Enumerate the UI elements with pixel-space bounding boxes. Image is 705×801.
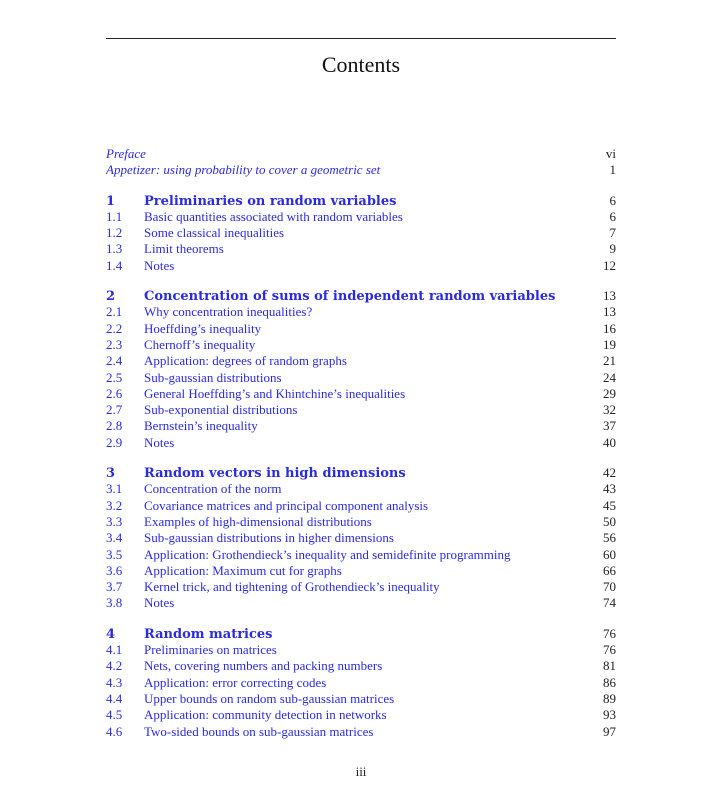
toc-entry-link[interactable]: Bernstein’s inequality — [144, 418, 258, 434]
toc-entry-number: 2.5 — [106, 369, 123, 385]
section-entry[interactable] — [106, 435, 616, 451]
section-entry[interactable] — [106, 402, 616, 418]
toc-entry-number: 3 — [106, 466, 116, 482]
section-entry[interactable] — [106, 563, 616, 579]
toc-entry-page: 43 — [603, 481, 616, 497]
toc-entry-page: 97 — [603, 723, 616, 739]
toc-entry-number: 2.4 — [106, 353, 123, 369]
toc-entry-link[interactable]: Basic quantities associated with random variables — [144, 208, 403, 224]
toc-entry-link[interactable]: Application: error correcting codes — [144, 674, 327, 690]
toc-entry-page: 12 — [603, 257, 616, 273]
section-entry[interactable] — [106, 418, 616, 434]
toc-entry-page: 29 — [603, 385, 616, 401]
toc-entry-page: 42 — [603, 465, 616, 481]
toc-entry-number: 4 — [106, 626, 116, 642]
section-entry[interactable] — [106, 209, 616, 225]
toc-entry-page: 13 — [603, 304, 616, 320]
toc-entry-number: 3.1 — [106, 481, 123, 497]
toc-entry-page: 32 — [603, 402, 616, 418]
toc-entry-link[interactable]: Examples of high-dimensional distributions — [144, 513, 372, 529]
section-entry[interactable] — [106, 498, 616, 514]
section-entry[interactable] — [106, 579, 616, 595]
toc-entry-link[interactable]: Random matrices — [144, 626, 273, 642]
chapter-heading[interactable] — [106, 193, 616, 209]
section-entry[interactable] — [106, 321, 616, 337]
toc-entry-page: 9 — [609, 241, 616, 257]
toc-entry-page: 56 — [603, 530, 616, 546]
section-entry[interactable] — [106, 241, 616, 257]
section-entry[interactable] — [106, 691, 616, 707]
toc-entry-link[interactable]: Chernoff’s inequality — [144, 336, 256, 352]
toc-entry-number: 2.1 — [106, 304, 123, 320]
toc-entry-page: 37 — [603, 418, 616, 434]
toc-entry-page: 13 — [603, 288, 616, 304]
top-rule — [106, 38, 616, 39]
section-entry[interactable] — [106, 547, 616, 563]
table-of-contents — [106, 146, 616, 740]
toc-entry-link[interactable]: Concentration of sums of independent random variables — [144, 289, 556, 305]
toc-entry-page: 6 — [609, 192, 616, 208]
toc-entry-link[interactable]: Concentration of the norm — [144, 481, 282, 497]
toc-entry-link[interactable]: Application: community detection in networks — [144, 707, 387, 723]
toc-entry-page: 76 — [603, 642, 616, 658]
toc-entry-link[interactable]: Appetizer: using probability to cover a geometric set — [106, 162, 381, 178]
toc-entry-link[interactable]: Upper bounds on random sub-gaussian matrices — [144, 690, 395, 706]
toc-entry-number: 2.7 — [106, 402, 123, 418]
toc-entry-page: 6 — [609, 208, 616, 224]
toc-entry-number: 4.3 — [106, 674, 123, 690]
toc-entry-page: 21 — [603, 353, 616, 369]
toc-entry-page: 1 — [609, 162, 616, 178]
toc-entry-number: 1.2 — [106, 225, 123, 241]
section-entry[interactable] — [106, 514, 616, 530]
toc-entry-number: 2.9 — [106, 434, 123, 450]
toc-entry-page: 60 — [603, 546, 616, 562]
page-title: Contents — [321, 52, 401, 77]
toc-entry-number: 3.2 — [106, 497, 123, 513]
section-entry[interactable] — [106, 353, 616, 369]
toc-entry-number: 3.4 — [106, 530, 123, 546]
toc-entry-page: vi — [605, 146, 616, 161]
section-entry[interactable] — [106, 707, 616, 723]
toc-entry-link[interactable]: Preface — [106, 146, 146, 161]
front-matter-entry[interactable] — [106, 162, 616, 178]
toc-entry-number: 2 — [106, 289, 116, 305]
toc-entry-page: 76 — [603, 625, 616, 641]
toc-entry-link[interactable]: Sub-gaussian distributions — [144, 369, 282, 385]
toc-entry-link[interactable]: Notes — [144, 595, 175, 611]
toc-entry-number: 1.3 — [106, 241, 123, 257]
toc-entry-page: 16 — [603, 320, 616, 336]
front-matter-entry[interactable] — [106, 146, 616, 162]
toc-entry-number: 4.1 — [106, 642, 123, 658]
toc-entry-page: 7 — [609, 225, 616, 241]
section-entry[interactable] — [106, 595, 616, 611]
toc-entry-link[interactable]: General Hoeffding’s and Khintchine’s inequalities — [144, 385, 406, 401]
toc-entry-number: 2.8 — [106, 418, 123, 434]
toc-entry-page: 70 — [603, 579, 616, 595]
toc-entry-number: 1.4 — [106, 257, 123, 273]
toc-entry-number: 4.4 — [106, 690, 123, 706]
section-entry[interactable] — [106, 258, 616, 274]
toc-entry-number: 3.8 — [106, 595, 123, 611]
section-entry[interactable] — [106, 724, 616, 740]
toc-entry-number: 3.5 — [106, 546, 123, 562]
chapter-heading[interactable] — [106, 288, 616, 304]
toc-entry-page: 74 — [603, 595, 616, 611]
toc-entry-link[interactable]: Some classical inequalities — [144, 225, 285, 241]
toc-entry-number: 4.5 — [106, 707, 123, 723]
toc-entry-link[interactable]: Application: Grothendieck’s inequality and semidefinite programming — [144, 546, 511, 562]
toc-entry-link[interactable]: Preliminaries on random variables — [144, 193, 397, 209]
toc-entry-link[interactable]: Application: Maximum cut for graphs — [144, 562, 342, 578]
toc-entry-number: 4.2 — [106, 658, 123, 674]
toc-entry-number: 3.7 — [106, 579, 123, 595]
toc-entry-page: 81 — [603, 658, 616, 674]
toc-entry-link[interactable]: Notes — [144, 434, 175, 450]
toc-entry-number: 1 — [106, 193, 116, 209]
toc-entry-link[interactable]: Notes — [144, 257, 175, 273]
toc-entry-page: 66 — [603, 562, 616, 578]
toc-entry-link[interactable]: Application: degrees of random graphs — [144, 353, 347, 369]
toc-entry-page: 40 — [603, 434, 616, 450]
toc-entry-number: 2.2 — [106, 320, 123, 336]
toc-entry-link[interactable]: Sub-gaussian distributions in higher dimensions — [144, 530, 394, 546]
section-entry[interactable] — [106, 304, 616, 320]
toc-entry-number: 4.6 — [106, 723, 123, 739]
toc-entry-page: 24 — [603, 369, 616, 385]
toc-entry-link[interactable]: Hoeffding’s inequality — [144, 320, 262, 336]
page-number-footer: iii — [355, 764, 367, 779]
section-entry[interactable] — [106, 530, 616, 546]
toc-entry-link[interactable]: Random vectors in high dimensions — [144, 466, 406, 482]
toc-entry-link[interactable]: Covariance matrices and principal component analysis — [144, 497, 429, 513]
toc-entry-number: 3.3 — [106, 513, 123, 529]
toc-entry-number: 2.6 — [106, 385, 123, 401]
toc-entry-page: 45 — [603, 497, 616, 513]
toc-entry-link[interactable]: Preliminaries on matrices — [144, 642, 277, 658]
toc-entry-page: 50 — [603, 513, 616, 529]
section-entry[interactable] — [106, 481, 616, 497]
section-entry[interactable] — [106, 370, 616, 386]
chapter-heading[interactable] — [106, 626, 616, 642]
section-entry[interactable] — [106, 386, 616, 402]
toc-entry-page: 19 — [603, 336, 616, 352]
toc-entry-link[interactable]: Nets, covering numbers and packing numbers — [144, 658, 383, 674]
toc-entry-link[interactable]: Why concentration inequalities? — [144, 304, 313, 320]
section-entry[interactable] — [106, 642, 616, 658]
toc-entry-number: 3.6 — [106, 562, 123, 578]
toc-entry-link[interactable]: Limit theorems — [144, 241, 224, 257]
toc-entry-page: 86 — [603, 674, 616, 690]
toc-entry-number: 2.3 — [106, 336, 123, 352]
section-entry[interactable] — [106, 658, 616, 674]
section-entry[interactable] — [106, 337, 616, 353]
section-entry[interactable] — [106, 675, 616, 691]
toc-entry-number: 1.1 — [106, 208, 123, 224]
toc-entry-page: 89 — [603, 690, 616, 706]
toc-entry-link[interactable]: Two-sided bounds on sub-gaussian matrices — [144, 723, 374, 739]
chapter-heading[interactable] — [106, 465, 616, 481]
section-entry[interactable] — [106, 225, 616, 241]
toc-entry-link[interactable]: Sub-exponential distributions — [144, 402, 298, 418]
toc-entry-page: 93 — [603, 707, 616, 723]
toc-entry-link[interactable]: Kernel trick, and tightening of Grothendieck’s inequality — [144, 579, 440, 595]
